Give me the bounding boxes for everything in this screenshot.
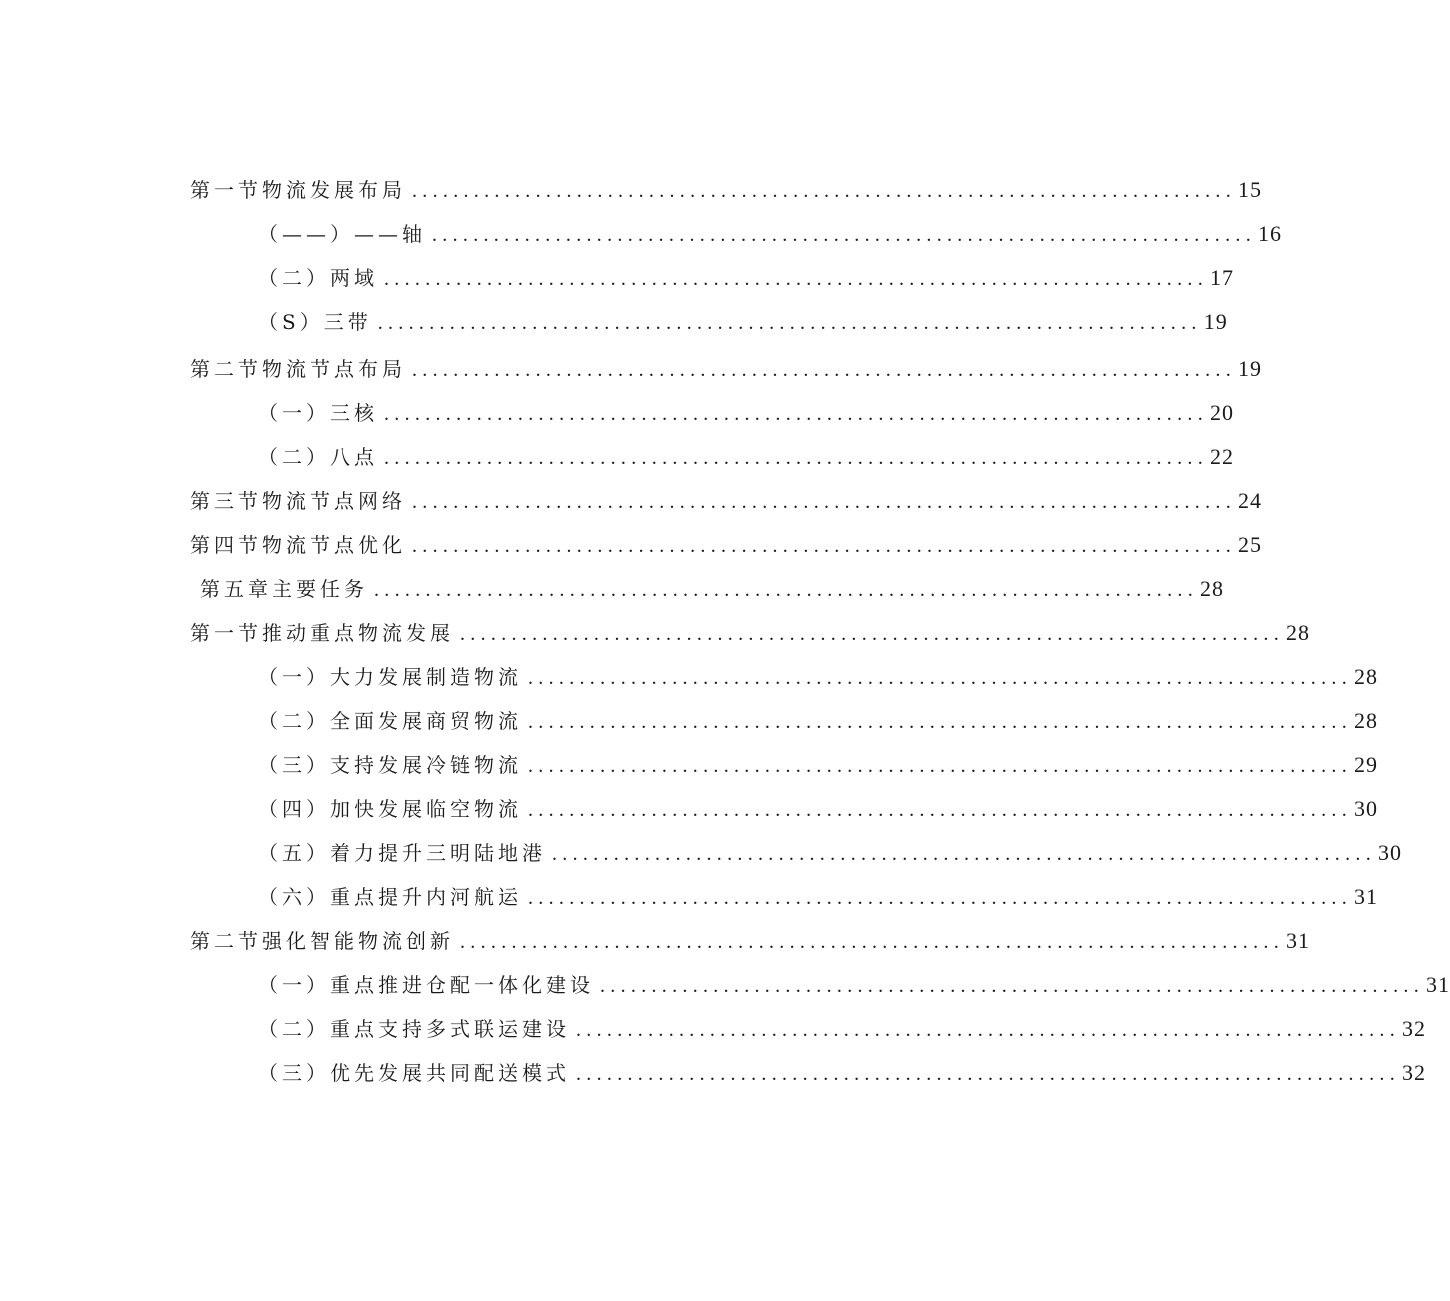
toc-entry-title: （S）三带: [258, 310, 372, 334]
toc-entry[interactable]: [258, 838, 1402, 868]
toc-entry[interactable]: [190, 354, 1262, 384]
toc-entry-title: （二）全面发展商贸物流: [258, 709, 522, 733]
toc-entry-title: 第一节物流发展布局: [190, 178, 406, 202]
toc-entry[interactable]: [258, 398, 1234, 428]
toc-page-number: 19: [1203, 309, 1228, 334]
toc-dot-leader: ................................................................................: [460, 623, 1284, 645]
toc-entry[interactable]: [190, 926, 1310, 956]
toc-entry-title: 第二节物流节点布局: [190, 357, 406, 381]
toc-page-number: 31: [1354, 884, 1378, 909]
toc-dot-leader: ................................................................................: [432, 224, 1256, 246]
toc-dot-leader: ................................................................................: [384, 268, 1208, 290]
toc-entry[interactable]: [258, 1058, 1426, 1088]
toc-entry-title: （四）加快发展临空物流: [258, 797, 522, 821]
toc-page-number: 29: [1354, 752, 1378, 777]
toc-entry[interactable]: [190, 175, 1262, 205]
toc-entry-title: （二）八点: [258, 445, 378, 469]
toc-page-number: 31: [1286, 928, 1310, 953]
toc-entry[interactable]: [258, 706, 1378, 736]
toc-page-number: 28: [1200, 576, 1224, 601]
toc-page-number: 17: [1210, 265, 1234, 290]
toc-dot-leader: ................................................................................: [412, 491, 1236, 513]
toc-entry-title: （一）重点推进仓配一体化建设: [258, 973, 594, 997]
toc-entry-title: （三）优先发展共同配送模式: [258, 1061, 570, 1085]
toc-dot-leader: ................................................................................: [384, 447, 1208, 469]
toc-dot-leader: ................................................................................: [528, 799, 1352, 821]
toc-dot-leader: ................................................................................: [600, 975, 1424, 997]
toc-page-number: 31: [1426, 972, 1450, 997]
toc-entry[interactable]: [190, 618, 1310, 648]
toc-dot-leader: ................................................................................: [412, 535, 1236, 557]
toc-dot-leader: ................................................................................: [374, 579, 1198, 601]
toc-entry-title: （二）两域: [258, 266, 378, 290]
toc-entry[interactable]: [258, 263, 1234, 293]
toc-entry[interactable]: [258, 442, 1234, 472]
toc-page-number: 19: [1238, 356, 1262, 381]
toc-entry[interactable]: [258, 662, 1378, 692]
toc-entry[interactable]: [258, 882, 1378, 912]
toc-page-number: 15: [1238, 177, 1262, 202]
toc-page-number: 16: [1258, 221, 1282, 246]
toc-dot-leader: ................................................................................: [552, 843, 1376, 865]
toc-page-number: 30: [1378, 840, 1402, 865]
toc-entry[interactable]: [258, 750, 1378, 780]
toc-entry[interactable]: [258, 794, 1378, 824]
toc-page-number: 32: [1402, 1016, 1426, 1041]
toc-entry[interactable]: [258, 307, 1228, 337]
toc-dot-leader: ................................................................................: [412, 359, 1236, 381]
toc-entry-chapter[interactable]: [200, 574, 1224, 604]
toc-dot-leader: ................................................................................: [528, 887, 1352, 909]
toc-entry[interactable]: [258, 1014, 1426, 1044]
toc-entry-title: （五）着力提升三明陆地港: [258, 841, 546, 865]
toc-entry-title: （三）支持发展冷链物流: [258, 753, 522, 777]
toc-entry[interactable]: [258, 219, 1282, 249]
toc-entry-title: 第四节物流节点优化: [190, 533, 406, 557]
toc-dot-leader: ................................................................................: [377, 312, 1202, 334]
toc-entry-title: 第五章主要任务: [200, 577, 368, 601]
toc-page-number: 28: [1354, 708, 1378, 733]
toc-entry-title: 第三节物流节点网络: [190, 489, 406, 513]
toc-page-number: 30: [1354, 796, 1378, 821]
toc-page-number: 32: [1402, 1060, 1426, 1085]
toc-dot-leader: ................................................................................: [460, 931, 1284, 953]
toc-entry-title: （一）大力发展制造物流: [258, 665, 522, 689]
toc-page-number: 22: [1210, 444, 1234, 469]
toc-dot-leader: ................................................................................: [384, 403, 1208, 425]
toc-page-number: 28: [1354, 664, 1378, 689]
toc-dot-leader: ................................................................................: [412, 180, 1236, 202]
toc-dot-leader: ................................................................................: [528, 667, 1352, 689]
toc-entry-title: （——）——轴: [258, 222, 426, 246]
toc-dot-leader: ................................................................................: [528, 711, 1352, 733]
toc-page-number: 25: [1238, 532, 1262, 557]
toc-page-number: 20: [1210, 400, 1234, 425]
toc-dot-leader: ................................................................................: [576, 1019, 1400, 1041]
toc-entry-title: 第二节强化智能物流创新: [190, 929, 454, 953]
toc-entry[interactable]: [258, 970, 1450, 1000]
toc-entry[interactable]: [190, 530, 1262, 560]
toc-dot-leader: ................................................................................: [576, 1063, 1400, 1085]
toc-entry-title: （一）三核: [258, 401, 378, 425]
toc-entry-title: （二）重点支持多式联运建设: [258, 1017, 570, 1041]
toc-dot-leader: ................................................................................: [528, 755, 1352, 777]
toc-entry-title: （六）重点提升内河航运: [258, 885, 522, 909]
toc-page-number: 24: [1238, 488, 1262, 513]
toc-page-number: 28: [1286, 620, 1310, 645]
toc-entry[interactable]: [190, 486, 1262, 516]
toc-entry-title: 第一节推动重点物流发展: [190, 621, 454, 645]
